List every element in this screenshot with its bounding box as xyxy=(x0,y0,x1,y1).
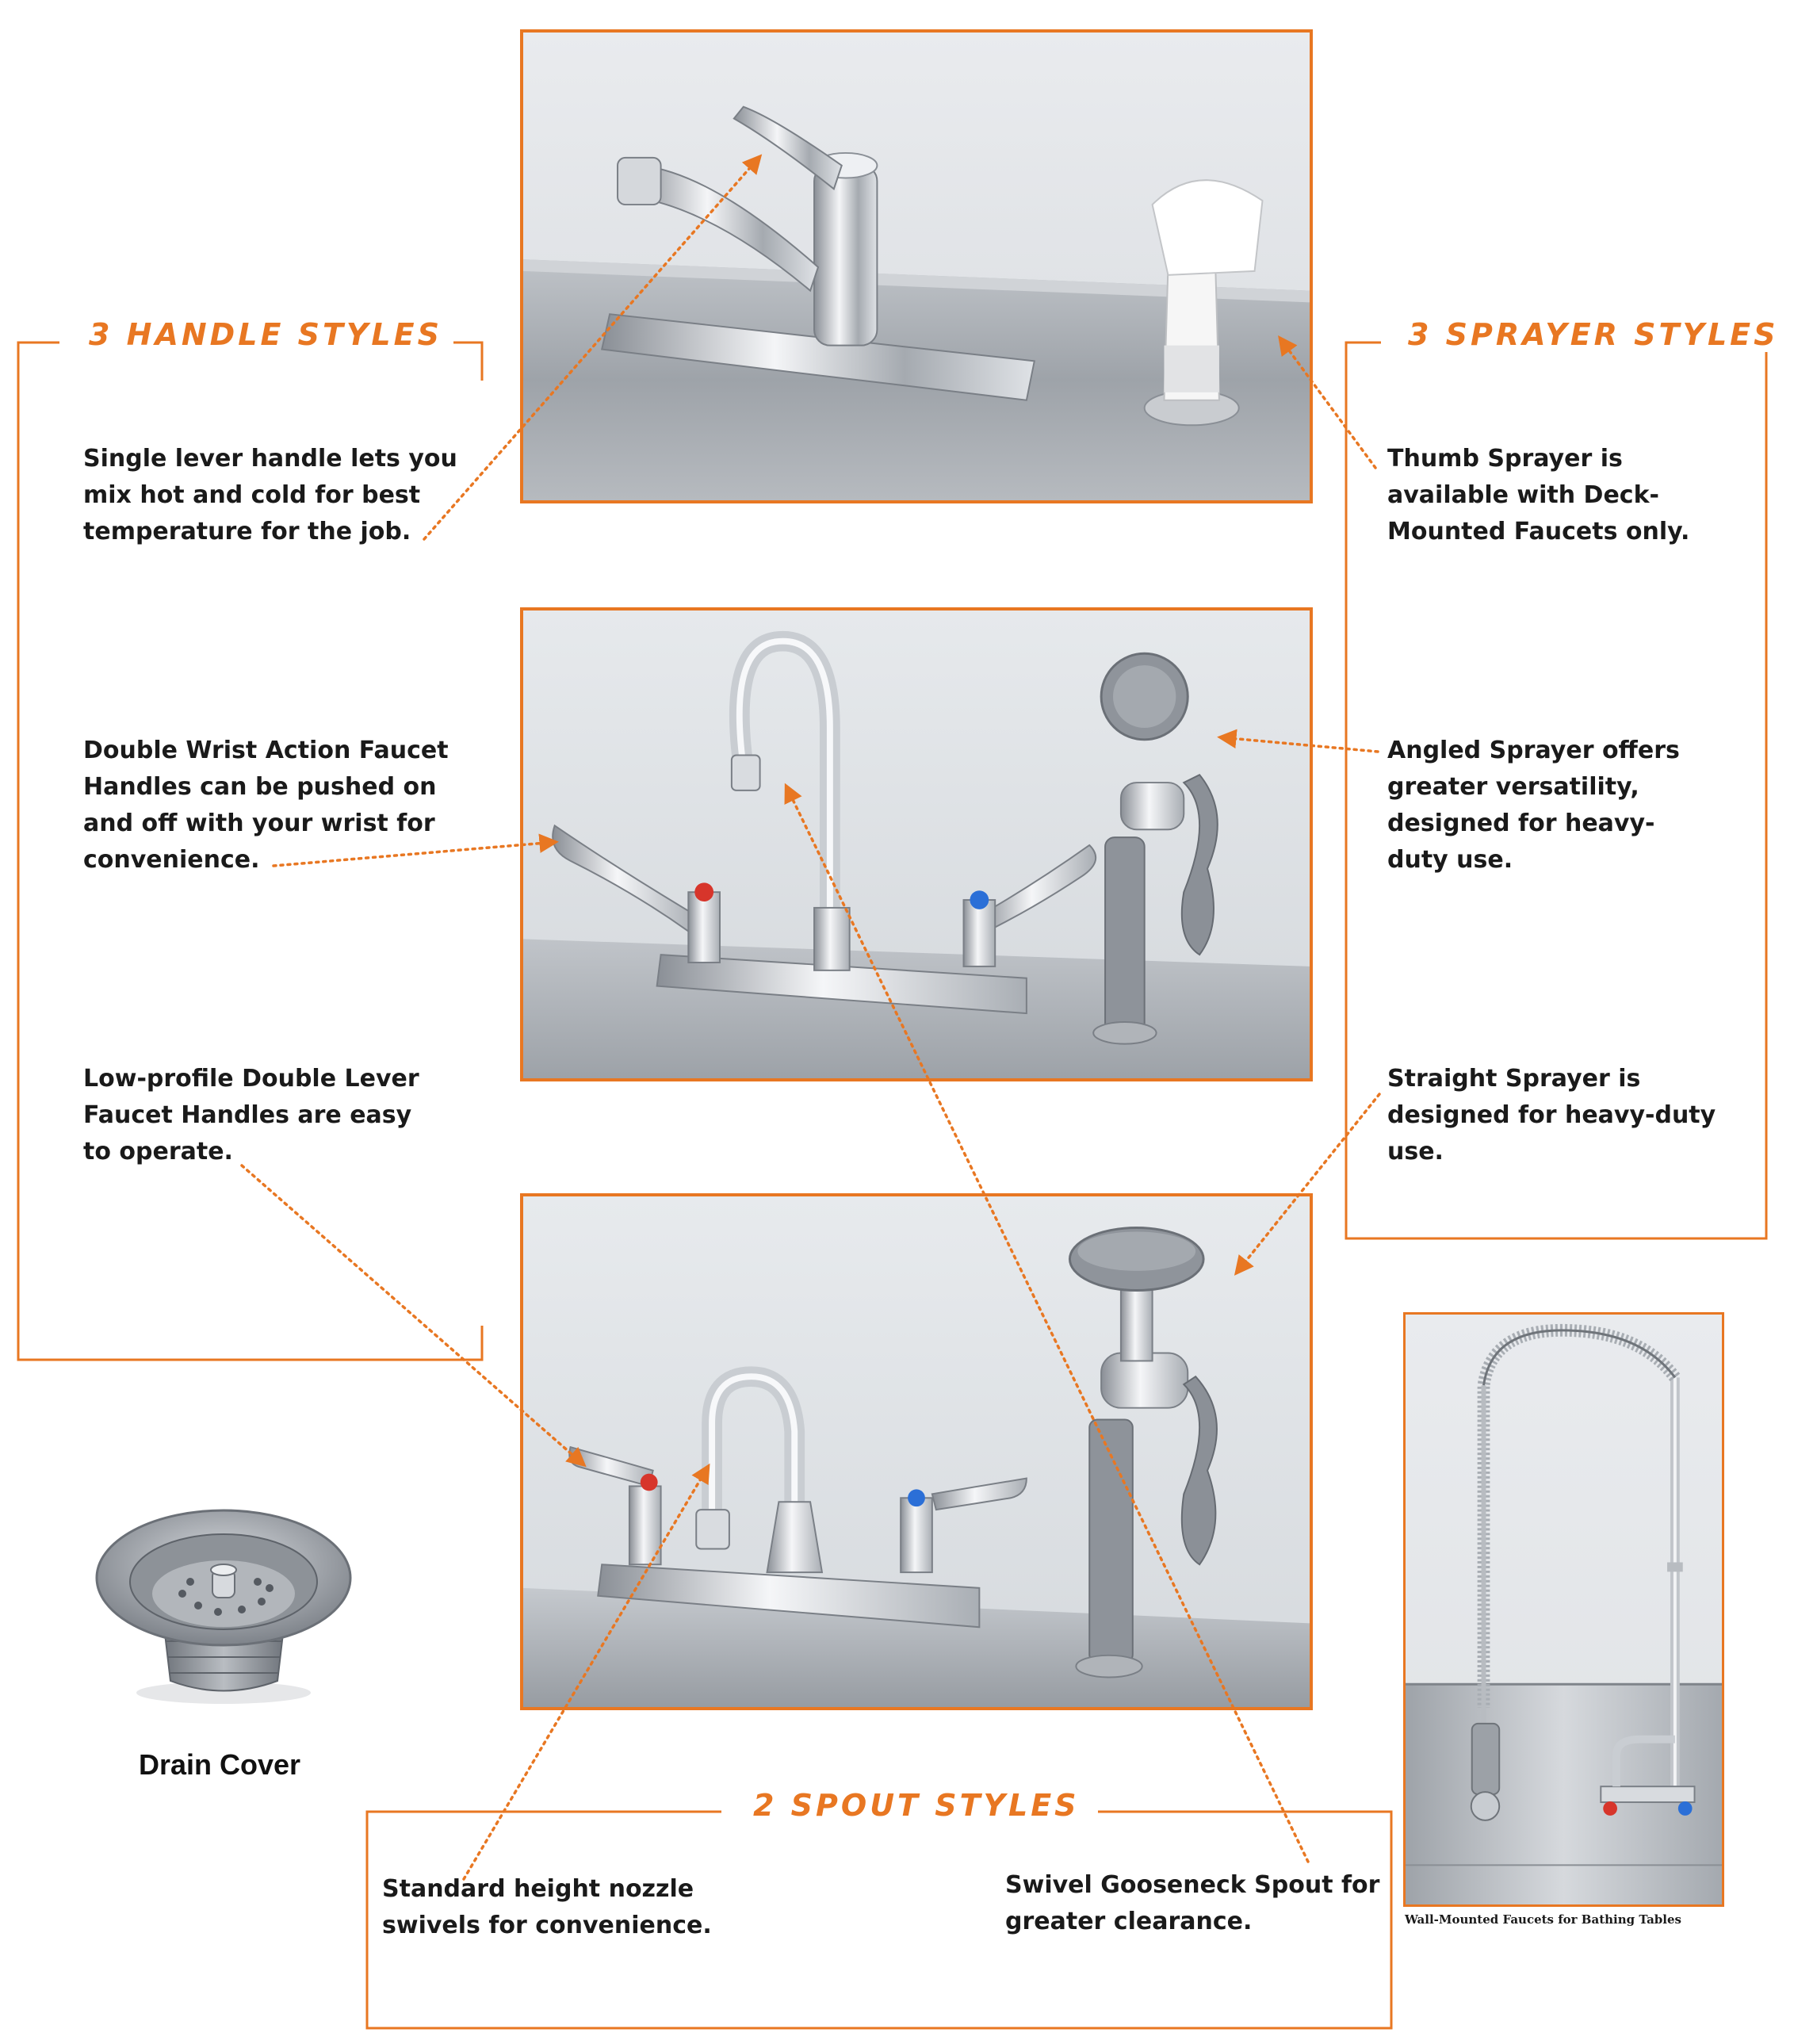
spout-styles-heading: 2 SPOUT STYLES xyxy=(742,1788,1091,1823)
single-lever-description: Single lever handle lets you mix hot and cold for best temperature for the job. xyxy=(83,445,457,545)
photo-wall-mounted-faucet xyxy=(1403,1312,1724,1907)
wall-mounted-pre-rinse-faucet-icon xyxy=(1406,1315,1722,1904)
wrist-action-faucet-icon xyxy=(523,611,1310,1078)
thumb-sprayer-description: Thumb Sprayer is available with Deck- Mounted Faucets only. xyxy=(1387,445,1690,545)
straight-sprayer-description: Straight Sprayer is designed for heavy-duty use. xyxy=(1387,1065,1716,1166)
double-lever-description: Low-profile Double Lever Faucet Handles are easy to operate. xyxy=(83,1065,419,1166)
angled-sprayer-description: Angled Sprayer offers greater versatility, designed for heavy- duty use. xyxy=(1387,737,1680,874)
photo-double-lever-faucet xyxy=(520,1193,1313,1710)
single-lever-faucet-icon xyxy=(523,33,1310,500)
gooseneck-spout-description: Swivel Gooseneck Spout for greater clearance. xyxy=(1005,1871,1380,1935)
wall-mounted-caption: Wall-Mounted Faucets for Bathing Tables xyxy=(1405,1912,1681,1927)
drain-cover-image xyxy=(87,1495,361,1709)
drain-strainer-icon xyxy=(87,1495,361,1709)
handle-styles-heading: 3 HANDLE STYLES xyxy=(78,317,453,352)
photo-wrist-action-faucet xyxy=(520,607,1313,1081)
photo-single-lever-faucet xyxy=(520,29,1313,503)
sprayer-styles-heading: 3 SPRAYER STYLES xyxy=(1397,317,1790,352)
double-lever-faucet-icon xyxy=(523,1196,1310,1707)
drain-cover-label: Drain Cover xyxy=(139,1748,301,1781)
standard-nozzle-description: Standard height nozzle swivels for convenience. xyxy=(382,1875,712,1939)
wrist-action-description: Double Wrist Action Faucet Handles can be pushed on and off with your wrist for convenience. xyxy=(83,737,449,874)
